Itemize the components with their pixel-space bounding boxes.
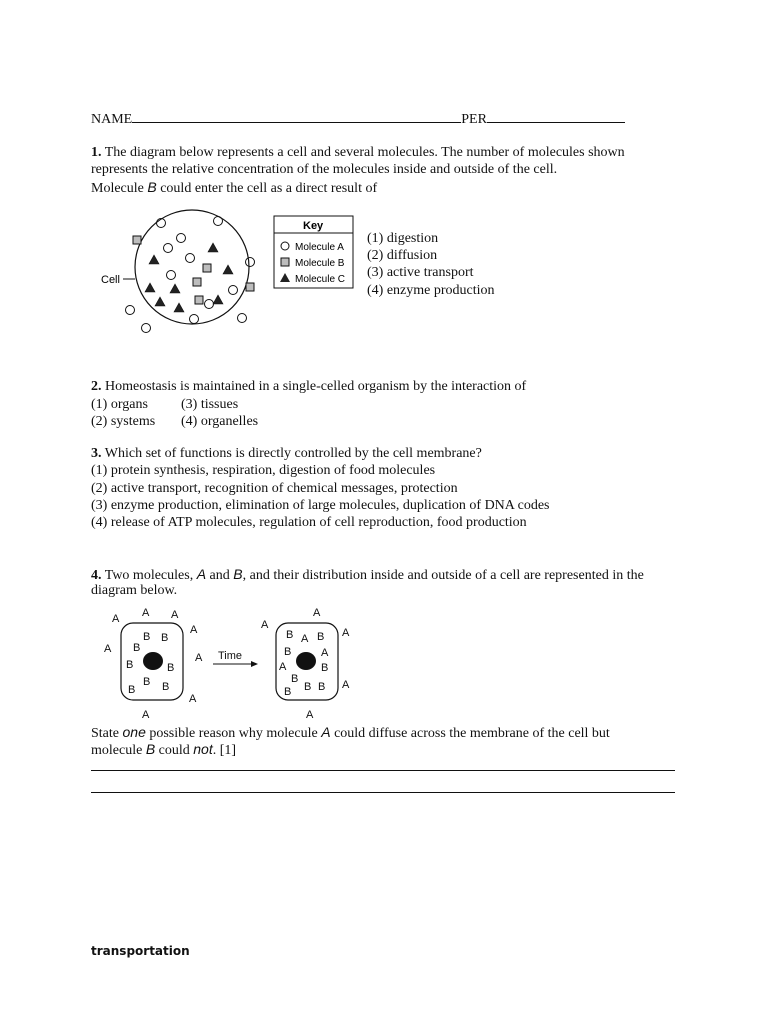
q1-line1: 1. The diagram below represents a cell and several molecules. The number of molecules shown	[91, 145, 625, 160]
nucleus-after	[296, 652, 316, 670]
footer-label: transportation	[91, 944, 190, 958]
q2-option-2[interactable]: (2) systems	[91, 414, 156, 429]
cell-label: Cell	[101, 274, 120, 286]
per-label: PER	[461, 112, 487, 127]
molecule-b: B	[318, 681, 326, 693]
q4-number: 4.	[91, 568, 102, 583]
molecule-b: B	[167, 662, 175, 674]
nucleus-before	[143, 652, 163, 670]
molecule-b: B	[162, 681, 170, 693]
molecule-a: A	[189, 693, 197, 705]
key-molecule-a-label: Molecule A	[295, 242, 344, 253]
molecule-a: A	[279, 661, 287, 673]
q4-stem: 4. Two molecules, A and B, and their distribution inside and outside of a cell are represented in the	[91, 566, 644, 583]
molecule-a: A	[171, 609, 179, 621]
q3-option-3[interactable]: (3) enzyme production, elimination of large molecules, duplication of DNA codes	[91, 498, 550, 513]
molecule-a: A	[342, 679, 350, 691]
q2-option-3[interactable]: (3) tissues	[181, 397, 239, 412]
name-label: NAME	[91, 112, 133, 127]
q2-stem: 2. Homeostasis is maintained in a single-celled organism by the interaction of	[91, 379, 527, 394]
molecule-a: A	[313, 607, 321, 619]
molecule-b: B	[128, 684, 136, 696]
molecule-b: B	[321, 662, 329, 674]
q2-option-1[interactable]: (1) organs	[91, 397, 148, 412]
molecule-a: A	[142, 607, 150, 619]
molecule-a: A	[112, 613, 120, 625]
molecule-a: A	[321, 647, 329, 659]
q1-line3: Molecule B could enter the cell as a direct result of	[91, 179, 378, 196]
q3-option-4[interactable]: (4) release of ATP molecules, regulation of cell reproduction, food production	[91, 515, 527, 530]
key-title: Key	[303, 220, 324, 232]
q1-number: 1.	[91, 145, 102, 160]
molecule-b: B	[317, 631, 325, 643]
q1-line2: represents the relative concentration of the molecules inside and outside of the cell.	[91, 162, 558, 177]
q3-option-2[interactable]: (2) active transport, recognition of chemical messages, protection	[91, 481, 458, 496]
molecule-b: B	[284, 646, 292, 658]
key-molecule-c-label: Molecule C	[295, 274, 346, 285]
q1-option-2[interactable]: (2) diffusion	[367, 248, 438, 263]
q4-stem-line2: diagram below.	[91, 583, 178, 598]
molecule-b: B	[304, 681, 312, 693]
q1-option-3[interactable]: (3) active transport	[367, 265, 474, 280]
molecule-a: A	[342, 627, 350, 639]
time-label: Time	[218, 650, 243, 662]
q4-prompt-line2: molecule B could not. [1]	[91, 741, 237, 758]
molecule-a: A	[104, 643, 112, 655]
q2-number: 2.	[91, 379, 102, 394]
q4-prompt-line1: State one possible reason why molecule A could diffuse across the membrane of the cell but	[91, 724, 610, 741]
time-arrow-head	[251, 661, 258, 667]
molecule-b: B	[284, 686, 292, 698]
molecule-a: A	[301, 633, 309, 645]
molecule-b: B	[143, 631, 151, 643]
molecule-b: B	[143, 676, 151, 688]
molecule-b: B	[286, 629, 294, 641]
molecule-b: B	[291, 673, 299, 685]
q1-option-4[interactable]: (4) enzyme production	[367, 283, 495, 298]
key-molecule-b-label: Molecule B	[295, 258, 345, 269]
q3-option-1[interactable]: (1) protein synthesis, respiration, digestion of food molecules	[91, 463, 436, 478]
answer-line-1[interactable]	[91, 770, 675, 771]
molecule-a: A	[190, 624, 198, 636]
molecule-a: A	[195, 652, 203, 664]
molecule-a: A	[142, 709, 150, 721]
molecule-b: B	[126, 659, 134, 671]
molecule-b: B	[133, 642, 141, 654]
q3-stem: 3. Which set of functions is directly controlled by the cell membrane?	[91, 446, 482, 461]
answer-line-2[interactable]	[91, 792, 675, 793]
q3-number: 3.	[91, 446, 102, 461]
q1-option-1[interactable]: (1) digestion	[367, 231, 439, 246]
molecule-b: B	[161, 632, 169, 644]
q2-option-4[interactable]: (4) organelles	[181, 414, 259, 429]
molecule-a: A	[261, 619, 269, 631]
molecule-a: A	[306, 709, 314, 721]
